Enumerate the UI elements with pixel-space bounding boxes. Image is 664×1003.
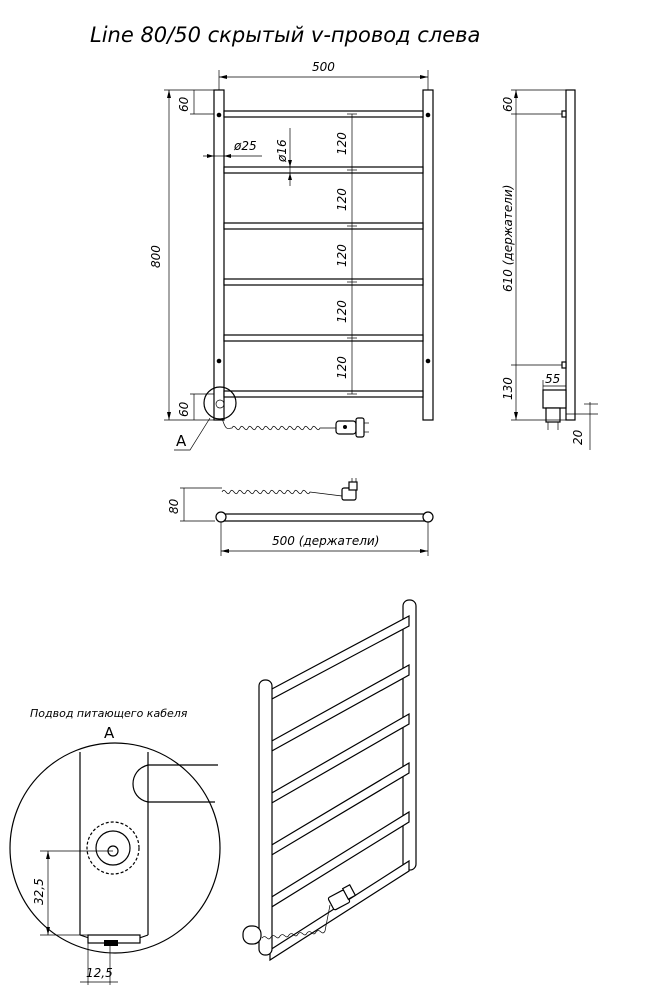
rung [224,335,423,341]
front-view [149,60,433,450]
side-heater [543,390,566,408]
persp-rung [270,665,409,752]
bar-diameter-label: ø16 [275,139,289,162]
holder-dot [217,113,222,118]
top-right-pipe [423,512,433,522]
drawing-title: Line 80/50 скрытый v-провод слева [90,23,481,47]
top-left-pipe [216,512,226,522]
rung [224,391,423,397]
top-width-label: 500 (держатели) [272,534,380,548]
connector-ring [96,831,130,865]
rung [224,279,423,285]
top-depth-label: 80 [167,498,181,514]
side-holder-bottom [562,362,566,368]
connector-outer [87,822,139,874]
top-offset-label: 60 [177,96,191,112]
persp-right-pipe [403,600,416,870]
rung [224,223,423,229]
holder-dot [426,113,431,118]
height-label: 800 [149,245,163,268]
top-cable [222,490,342,496]
persp-rung [270,616,409,700]
side-pipe [566,90,575,420]
holder-dot [426,359,431,364]
persp-heater [243,926,261,944]
side-bottom-label: 130 [501,377,515,400]
detail-vertical-label: 32,5 [32,878,46,905]
top-bar [221,514,428,521]
rung [224,111,423,117]
side-offset-label: 55 [545,372,561,386]
spacing-label: 120 [335,356,349,379]
spacing-label: 120 [335,132,349,155]
holder-dot [217,359,222,364]
plug-icon [342,478,357,500]
spacing-label: 120 [335,300,349,323]
side-holders-label: 610 (держатели) [501,184,515,292]
detail-a-view [10,707,220,985]
spacing-label: 120 [335,244,349,267]
rung [224,167,423,173]
persp-rung [270,763,409,856]
side-view [501,90,598,450]
pipe-diameter-label: ø25 [234,139,257,153]
width-label: 500 [312,60,335,74]
persp-rung [270,861,409,960]
spacing-label: 120 [335,188,349,211]
bottom-offset-label: 60 [177,401,191,417]
persp-rungs [270,616,409,960]
plug-icon [336,418,369,437]
side-holder-top [562,111,566,117]
persp-left-pipe [259,680,272,955]
detail-horizontal-label: 12,5 [86,966,113,980]
detail-caption: Подвод питающего кабеля [30,707,188,720]
coiled-cable [222,418,336,430]
top-view [167,478,433,556]
right-pipe [423,90,433,420]
detail-a-marker: A [176,432,187,450]
persp-rung [270,714,409,804]
cable-outlet [104,940,118,946]
detail-marker: A [104,724,115,742]
side-small-label: 20 [571,429,585,445]
side-top-label: 60 [501,96,515,112]
detail-circle [10,743,220,953]
rungs [224,111,423,397]
left-pipe [214,90,224,420]
perspective-view [243,600,416,960]
